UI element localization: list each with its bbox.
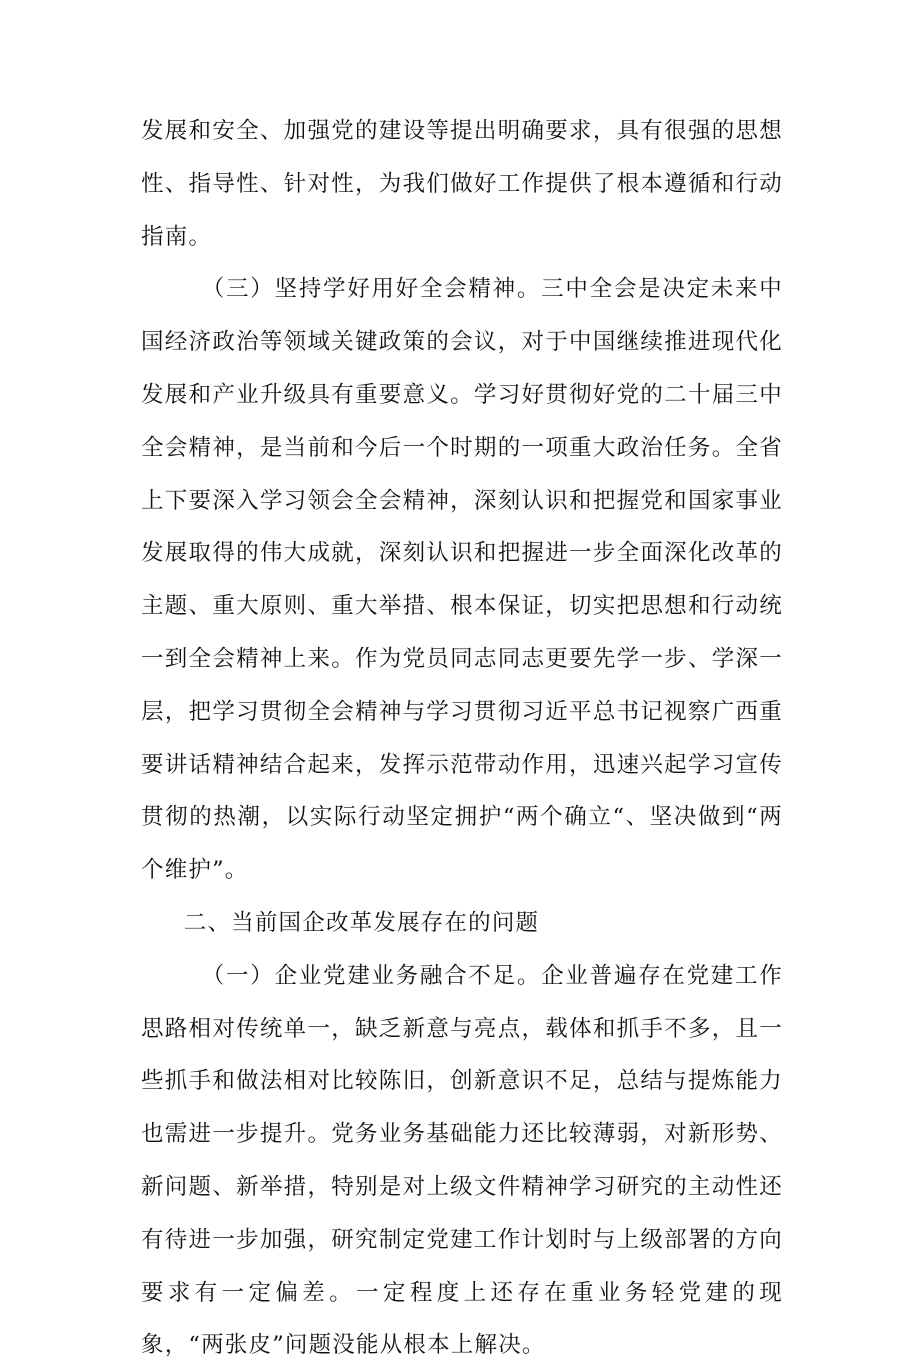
paragraph-continuation: 发展和安全、加强党的建设等提出明确要求，具有很强的思想性、指导性、针对性，为我们做好工作提供了根本遵循和行动指南。 xyxy=(141,118,783,250)
paragraph-section-1-3: （三）坚持学好用好全会精神。三中全会是决定未来中国经济政治等领域关键政策的会议，对于中国继续推进现代化发展和产业升级具有重要意义。学习好贯彻好党的二十届三中全会精神，是当前和今后一个时期的一项重大政治任务。全省上下要深入学习领会全会精神，深刻认识和把握党和国家事业发展取得的伟大成就，深刻认识和把握进一步全面深化改革的主题、重大原则、重大举措、根本保证，切实把思想和行动统一到全会精神上来。作为党员同志同志更要先学一步、学深一层，把学习贯彻全会精神与学习贯彻习近平总书记视察广西重要讲话精神结合起来，发挥示范带动作用，迅速兴起学习宣传贯彻的热潮，以实际行动坚定拥护“两个确立“、坚决做到“两个维护”。 xyxy=(141,276,783,884)
paragraph-section-2-1: （一）企业党建业务融合不足。企业普遍存在党建工作思路相对传统单一，缺乏新意与亮点，载体和抓手不多，且一些抓手和做法相对比较陈旧，创新意识不足，总结与提炼能力也需进一步提升。党务业务基础能力还比较薄弱，对新形势、新问题、新举措，特别是对上级文件精神学习研究的主动性还有待进一步加强，研究制定党建工作计划时与上级部署的方向要求有一定偏差。一定程度上还存在重业务轻党建的现象，“两张皮”问题没能从根本上解决。 xyxy=(141,962,783,1359)
section-heading: 二、当前国企改革发展存在的问题 xyxy=(183,909,540,936)
document-body xyxy=(141,105,783,1372)
